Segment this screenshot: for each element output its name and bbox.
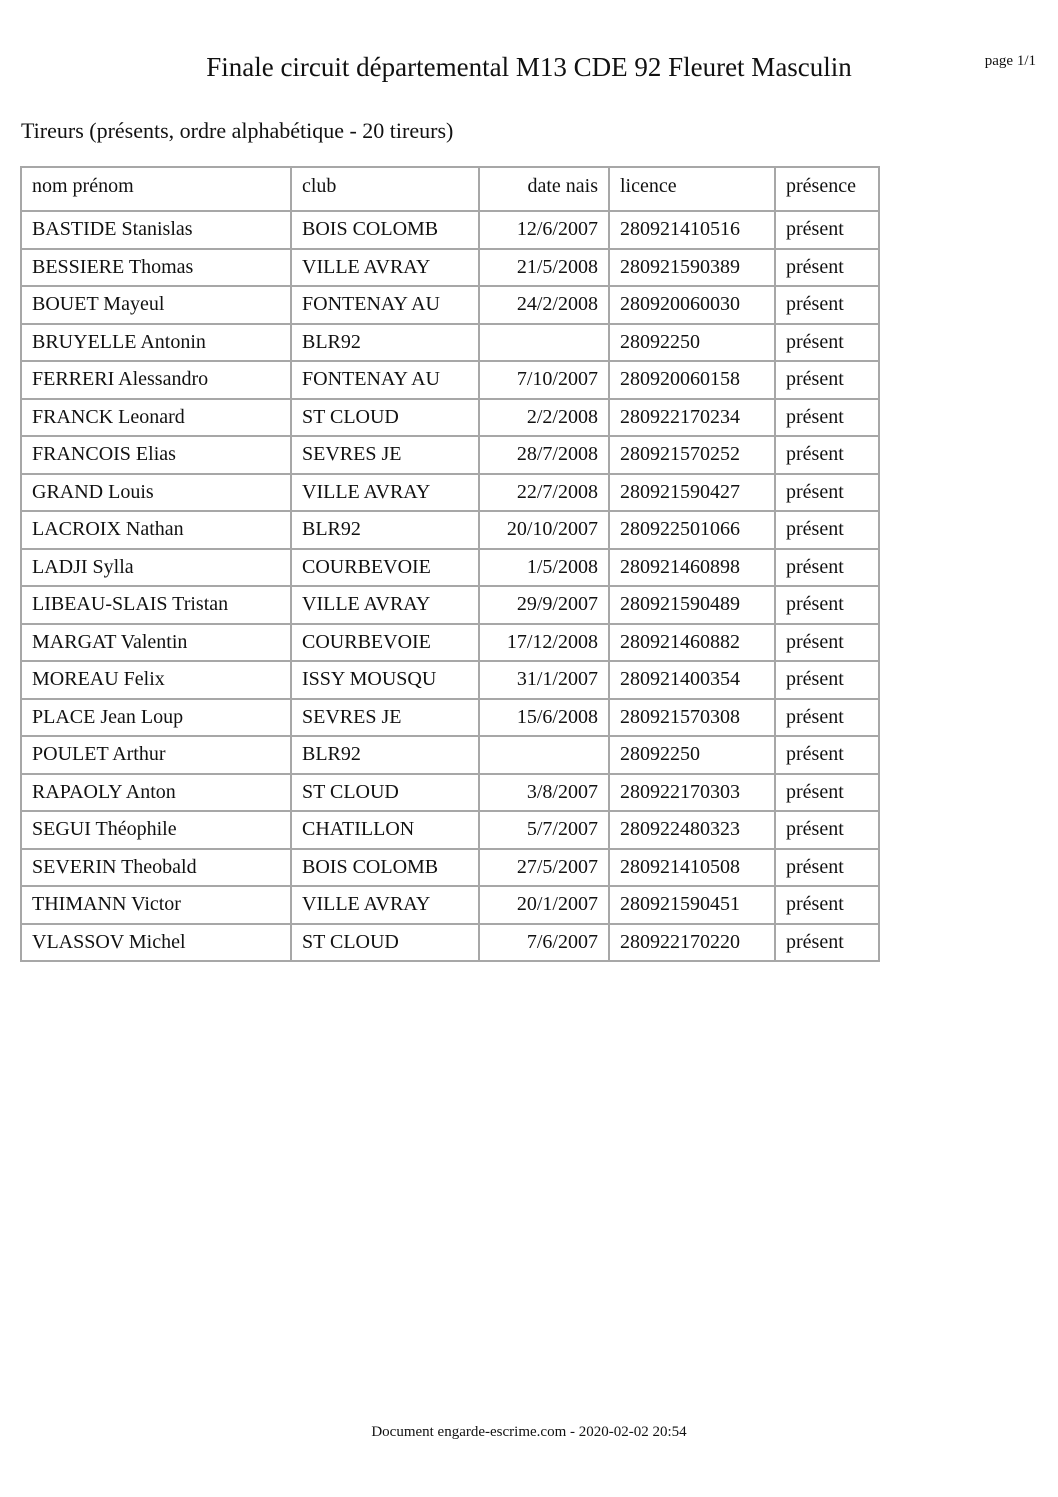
cell-licence: 280920060158 — [609, 361, 775, 399]
table-row — [21, 774, 879, 812]
table-row — [21, 436, 879, 474]
table-row — [21, 324, 879, 362]
table-row — [21, 399, 879, 437]
page-number: page 1/1 — [984, 53, 1036, 69]
cell-licence: 280922480323 — [609, 811, 775, 849]
document-footer: Document engarde-escrime.com - 2020-02-02 20:54 — [371, 1424, 687, 1440]
cell-date: 17/12/2008 — [479, 624, 609, 662]
cell-licence: 280922501066 — [609, 511, 775, 549]
cell-club: VILLE AVRAY — [291, 474, 479, 512]
cell-licence: 280921590389 — [609, 249, 775, 287]
cell-presence: présent — [775, 511, 879, 549]
cell-date: 20/10/2007 — [479, 511, 609, 549]
cell-club: COURBEVOIE — [291, 549, 479, 587]
table-row — [21, 549, 879, 587]
cell-licence: 280921590427 — [609, 474, 775, 512]
cell-licence: 280922170234 — [609, 399, 775, 437]
cell-presence: présent — [775, 586, 879, 624]
table-row — [21, 849, 879, 887]
cell-club: BLR92 — [291, 736, 479, 774]
table-row — [21, 286, 879, 324]
cell-name: THIMANN Victor — [21, 886, 291, 924]
cell-date — [479, 324, 609, 362]
cell-presence: présent — [775, 624, 879, 662]
cell-club: BLR92 — [291, 511, 479, 549]
cell-presence: présent — [775, 361, 879, 399]
cell-date: 31/1/2007 — [479, 661, 609, 699]
cell-club: ST CLOUD — [291, 399, 479, 437]
cell-name: FRANCOIS Elias — [21, 436, 291, 474]
cell-presence: présent — [775, 436, 879, 474]
table-header-row — [21, 167, 879, 211]
cell-date: 27/5/2007 — [479, 849, 609, 887]
cell-date: 12/6/2007 — [479, 211, 609, 249]
cell-licence: 28092250 — [609, 324, 775, 362]
cell-club: VILLE AVRAY — [291, 886, 479, 924]
cell-name: FERRERI Alessandro — [21, 361, 291, 399]
table-row — [21, 361, 879, 399]
table-row — [21, 886, 879, 924]
cell-name: PLACE Jean Loup — [21, 699, 291, 737]
cell-date: 2/2/2008 — [479, 399, 609, 437]
cell-licence: 28092250 — [609, 736, 775, 774]
cell-name: LIBEAU-SLAIS Tristan — [21, 586, 291, 624]
cell-club: ST CLOUD — [291, 924, 479, 962]
cell-club: BOIS COLOMB — [291, 849, 479, 887]
cell-date: 7/10/2007 — [479, 361, 609, 399]
cell-name: RAPAOLY Anton — [21, 774, 291, 812]
section-title: Tireurs (présents, ordre alphabétique - 20 tireurs) — [21, 118, 454, 143]
cell-licence: 280921410508 — [609, 849, 775, 887]
cell-licence: 280920060030 — [609, 286, 775, 324]
document-title: Finale circuit départemental M13 CDE 92 Fleuret Masculin — [206, 52, 852, 82]
table-row — [21, 511, 879, 549]
table-row — [21, 736, 879, 774]
cell-licence: 280922170220 — [609, 924, 775, 962]
table-body — [21, 211, 879, 961]
cell-date: 22/7/2008 — [479, 474, 609, 512]
header-club: club — [291, 167, 479, 211]
cell-club: BLR92 — [291, 324, 479, 362]
cell-name: SEGUI Théophile — [21, 811, 291, 849]
cell-club: VILLE AVRAY — [291, 586, 479, 624]
cell-date: 1/5/2008 — [479, 549, 609, 587]
cell-date: 7/6/2007 — [479, 924, 609, 962]
cell-presence: présent — [775, 774, 879, 812]
table-row — [21, 474, 879, 512]
cell-club: FONTENAY AU — [291, 286, 479, 324]
table-row — [21, 699, 879, 737]
cell-name: BOUET Mayeul — [21, 286, 291, 324]
cell-name: LADJI Sylla — [21, 549, 291, 587]
cell-date: 24/2/2008 — [479, 286, 609, 324]
cell-licence: 280921410516 — [609, 211, 775, 249]
cell-date: 21/5/2008 — [479, 249, 609, 287]
cell-date: 28/7/2008 — [479, 436, 609, 474]
cell-presence: présent — [775, 699, 879, 737]
cell-presence: présent — [775, 211, 879, 249]
cell-licence: 280921570252 — [609, 436, 775, 474]
table-row — [21, 811, 879, 849]
cell-name: BASTIDE Stanislas — [21, 211, 291, 249]
cell-presence: présent — [775, 324, 879, 362]
table-row — [21, 586, 879, 624]
cell-name: MOREAU Felix — [21, 661, 291, 699]
cell-name: POULET Arthur — [21, 736, 291, 774]
table-row — [21, 211, 879, 249]
table-row — [21, 624, 879, 662]
cell-club: CHATILLON — [291, 811, 479, 849]
fencers-table — [20, 166, 880, 962]
cell-licence: 280921400354 — [609, 661, 775, 699]
header-licence: licence — [609, 167, 775, 211]
cell-club: VILLE AVRAY — [291, 249, 479, 287]
cell-name: SEVERIN Theobald — [21, 849, 291, 887]
cell-name: BRUYELLE Antonin — [21, 324, 291, 362]
header-date: date nais — [479, 167, 609, 211]
cell-presence: présent — [775, 661, 879, 699]
cell-date: 5/7/2007 — [479, 811, 609, 849]
cell-licence: 280921460898 — [609, 549, 775, 587]
cell-licence: 280921460882 — [609, 624, 775, 662]
cell-licence: 280922170303 — [609, 774, 775, 812]
cell-date — [479, 736, 609, 774]
table-header — [21, 167, 879, 211]
table-row — [21, 249, 879, 287]
cell-presence: présent — [775, 249, 879, 287]
cell-name: MARGAT Valentin — [21, 624, 291, 662]
header-presence: présence — [775, 167, 879, 211]
cell-name: LACROIX Nathan — [21, 511, 291, 549]
cell-club: ISSY MOUSQU — [291, 661, 479, 699]
cell-name: FRANCK Leonard — [21, 399, 291, 437]
cell-club: SEVRES JE — [291, 436, 479, 474]
cell-club: BOIS COLOMB — [291, 211, 479, 249]
cell-name: GRAND Louis — [21, 474, 291, 512]
table-row — [21, 924, 879, 962]
cell-licence: 280921570308 — [609, 699, 775, 737]
cell-club: COURBEVOIE — [291, 624, 479, 662]
cell-presence: présent — [775, 886, 879, 924]
cell-licence: 280921590489 — [609, 586, 775, 624]
cell-club: SEVRES JE — [291, 699, 479, 737]
header-name: nom prénom — [21, 167, 291, 211]
cell-presence: présent — [775, 849, 879, 887]
cell-presence: présent — [775, 736, 879, 774]
cell-date: 29/9/2007 — [479, 586, 609, 624]
cell-name: VLASSOV Michel — [21, 924, 291, 962]
cell-presence: présent — [775, 549, 879, 587]
cell-presence: présent — [775, 924, 879, 962]
table-row — [21, 661, 879, 699]
cell-club: FONTENAY AU — [291, 361, 479, 399]
cell-date: 20/1/2007 — [479, 886, 609, 924]
cell-presence: présent — [775, 286, 879, 324]
cell-date: 15/6/2008 — [479, 699, 609, 737]
cell-licence: 280921590451 — [609, 886, 775, 924]
cell-presence: présent — [775, 474, 879, 512]
cell-name: BESSIERE Thomas — [21, 249, 291, 287]
cell-presence: présent — [775, 399, 879, 437]
cell-date: 3/8/2007 — [479, 774, 609, 812]
cell-club: ST CLOUD — [291, 774, 479, 812]
cell-presence: présent — [775, 811, 879, 849]
